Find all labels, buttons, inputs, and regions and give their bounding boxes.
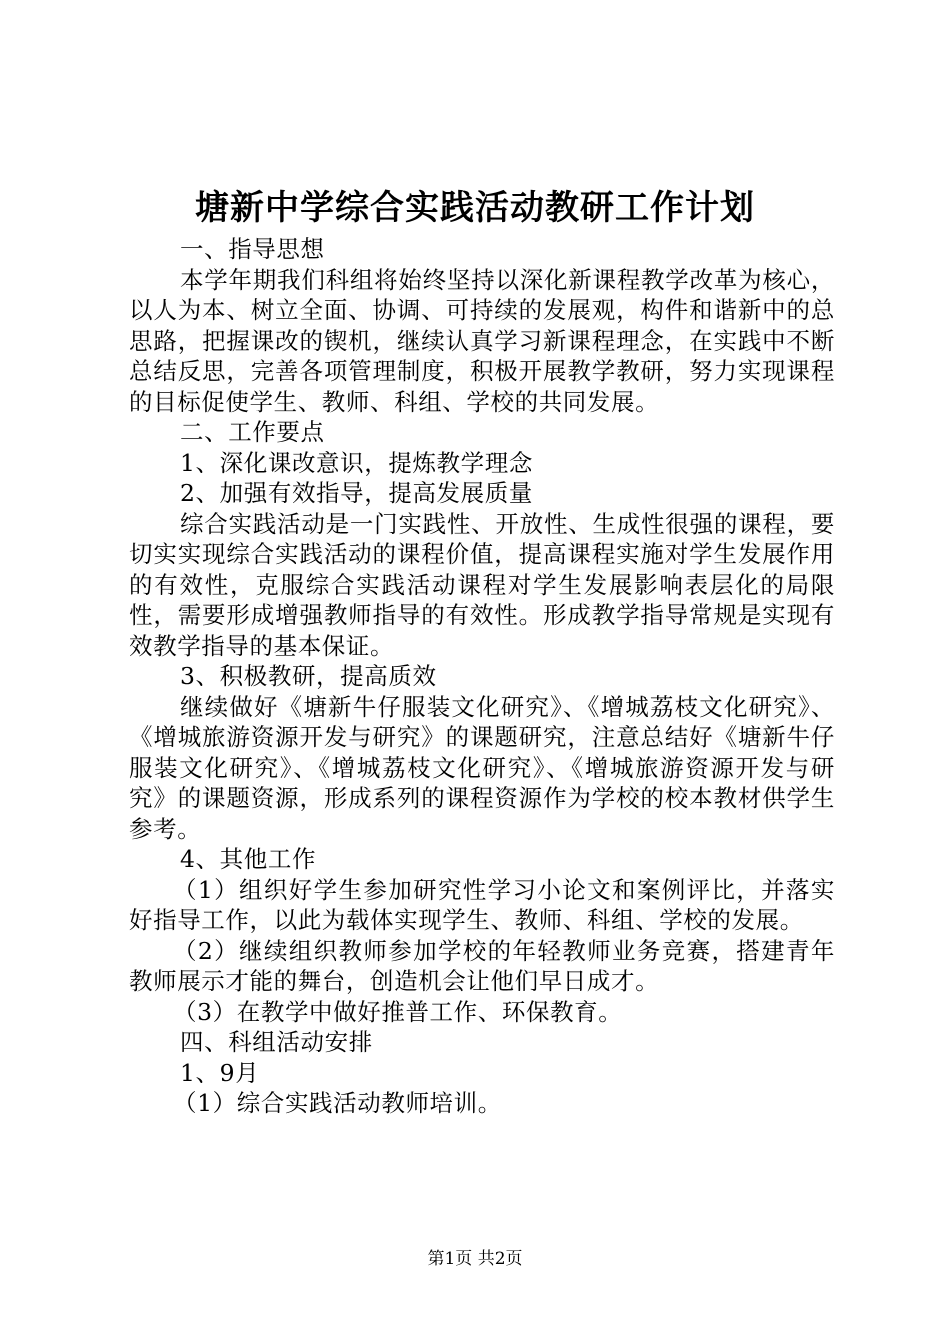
activity-item-1: （1）综合实践活动教师培训。 <box>173 1089 502 1117</box>
document-body <box>129 234 835 1119</box>
item-heading-2: 2、加强有效指导，提高发展质量 <box>180 479 533 507</box>
section-heading-guiding-ideology: 一、指导思想 <box>180 235 325 263</box>
document-title: 塘新中学综合实践活动教研工作计划 <box>195 188 755 228</box>
section-heading-work-points: 二、工作要点 <box>180 418 325 446</box>
section-heading-activities: 四、科组活动安排 <box>180 1028 373 1056</box>
sub-item-3: （3）在教学中做好推普工作、环保教育。 <box>173 997 623 1026</box>
paragraph-effective-guidance: 综合实践活动是一门实践性、开放性、生成性很强的课程，要切实实现综合实践活动的课程价值，提高课程实施对学生发展作用的有效性，克服综合实践活动课程对学生发展影响表层化的局限性，需要形成增强教师指导的有效性。形成教学指导常规是实现有效教学指导的基本保证。 <box>129 509 835 660</box>
paragraph-guiding-ideology: 本学年期我们科组将始终坚持以深化新课程教学改革为核心，以人为本、树立全面、协调、可持续的发展观，构件和谐新中的总思路，把握课改的锲机，继续认真学习新课程理念，在实践中不断总结反思，完善各项管理制度，积极开展教学教研，努力实现课程的目标促使学生、教师、科组、学校的共同发展。 <box>129 265 835 416</box>
month-heading-september: 1、9月 <box>180 1058 260 1087</box>
item-heading-1: 1、深化课改意识，提炼教学理念 <box>180 448 533 477</box>
paragraph-research: 继续做好《塘新牛仔服装文化研究》、《增城荔枝文化研究》、《增城旅游资源开发与研究》的课题研究，注意总结好《塘新牛仔服装文化研究》、《增城荔枝文化研究》、《增城旅游资源开发与研究》的课题资源，形成系列的课程资源作为学校的校本教材供学生参考。 <box>129 692 835 843</box>
sub-item-1: （1）组织好学生参加研究性学习小论文和案例评比，并落实好指导工作，以此为载体实现学生、教师、科组、学校的发展。 <box>129 875 835 934</box>
item-heading-3: 3、积极教研，提高质效 <box>180 662 437 690</box>
page-number-footer: 第1页 共2页 <box>427 1249 523 1269</box>
sub-item-2: （2）继续组织教师参加学校的年轻教师业务竞赛，搭建青年教师展示才能的舞台，创造机会让他们早日成才。 <box>129 936 835 995</box>
item-heading-4: 4、其他工作 <box>180 845 317 873</box>
